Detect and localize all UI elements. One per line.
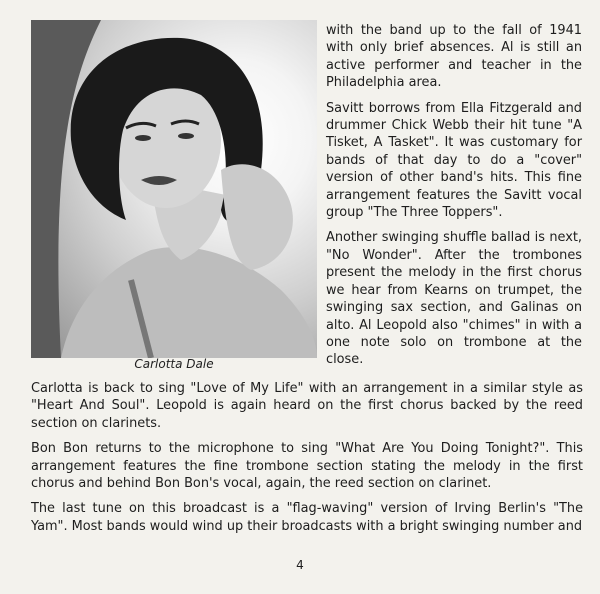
paragraph: with the band up to the fall of 1941 with only brief absences. Al is still an active performer and teacher in the Philadelphia area. xyxy=(326,23,582,91)
paragraph: Another swinging shuffle ballad is next, "No Wonder". After the trombones present the melody in the first chorus we hear from Kearns on trumpet, the swinging sax section, and Galinas on alto. Al Leopold also "chimes" in with a one note solo on trombone at the close. xyxy=(326,230,582,368)
paragraph: Savitt borrows from Ella Fitzgerald and drummer Chick Webb their hit tune "A Tisket, A Tasket". It was customary for bands of that day to do a "cover" version of other band's hits. This fine arrangement features the Savitt vocal group "The Three Toppers". xyxy=(326,100,582,221)
paragraph: Carlotta is back to sing "Love of My Life" with an arrangement in a similar style as "Heart And Soul". Leopold is again heard on the first chorus backed by the reed section on clarinets. xyxy=(31,381,583,431)
full-width-text xyxy=(31,380,583,543)
paragraph: Bon Bon returns to the microphone to sing "What Are You Doing Tonight?". This arrangement features the fine trombone section stating the melody in the first chorus and behind Bon Bon's vocal, again, the reed section on clarinet. xyxy=(31,441,583,492)
photo-image xyxy=(31,20,317,358)
portrait-illustration xyxy=(31,20,317,358)
right-column-text xyxy=(326,22,582,377)
portrait-photo xyxy=(31,20,317,358)
photo-caption: Carlotta Dale xyxy=(134,357,214,371)
page-number: 4 xyxy=(296,558,304,572)
paragraph: The last tune on this broadcast is a "flag-waving" version of Irving Berlin's "The Yam". Most bands would wind up their broadcasts with a bright swinging number and xyxy=(31,501,583,534)
